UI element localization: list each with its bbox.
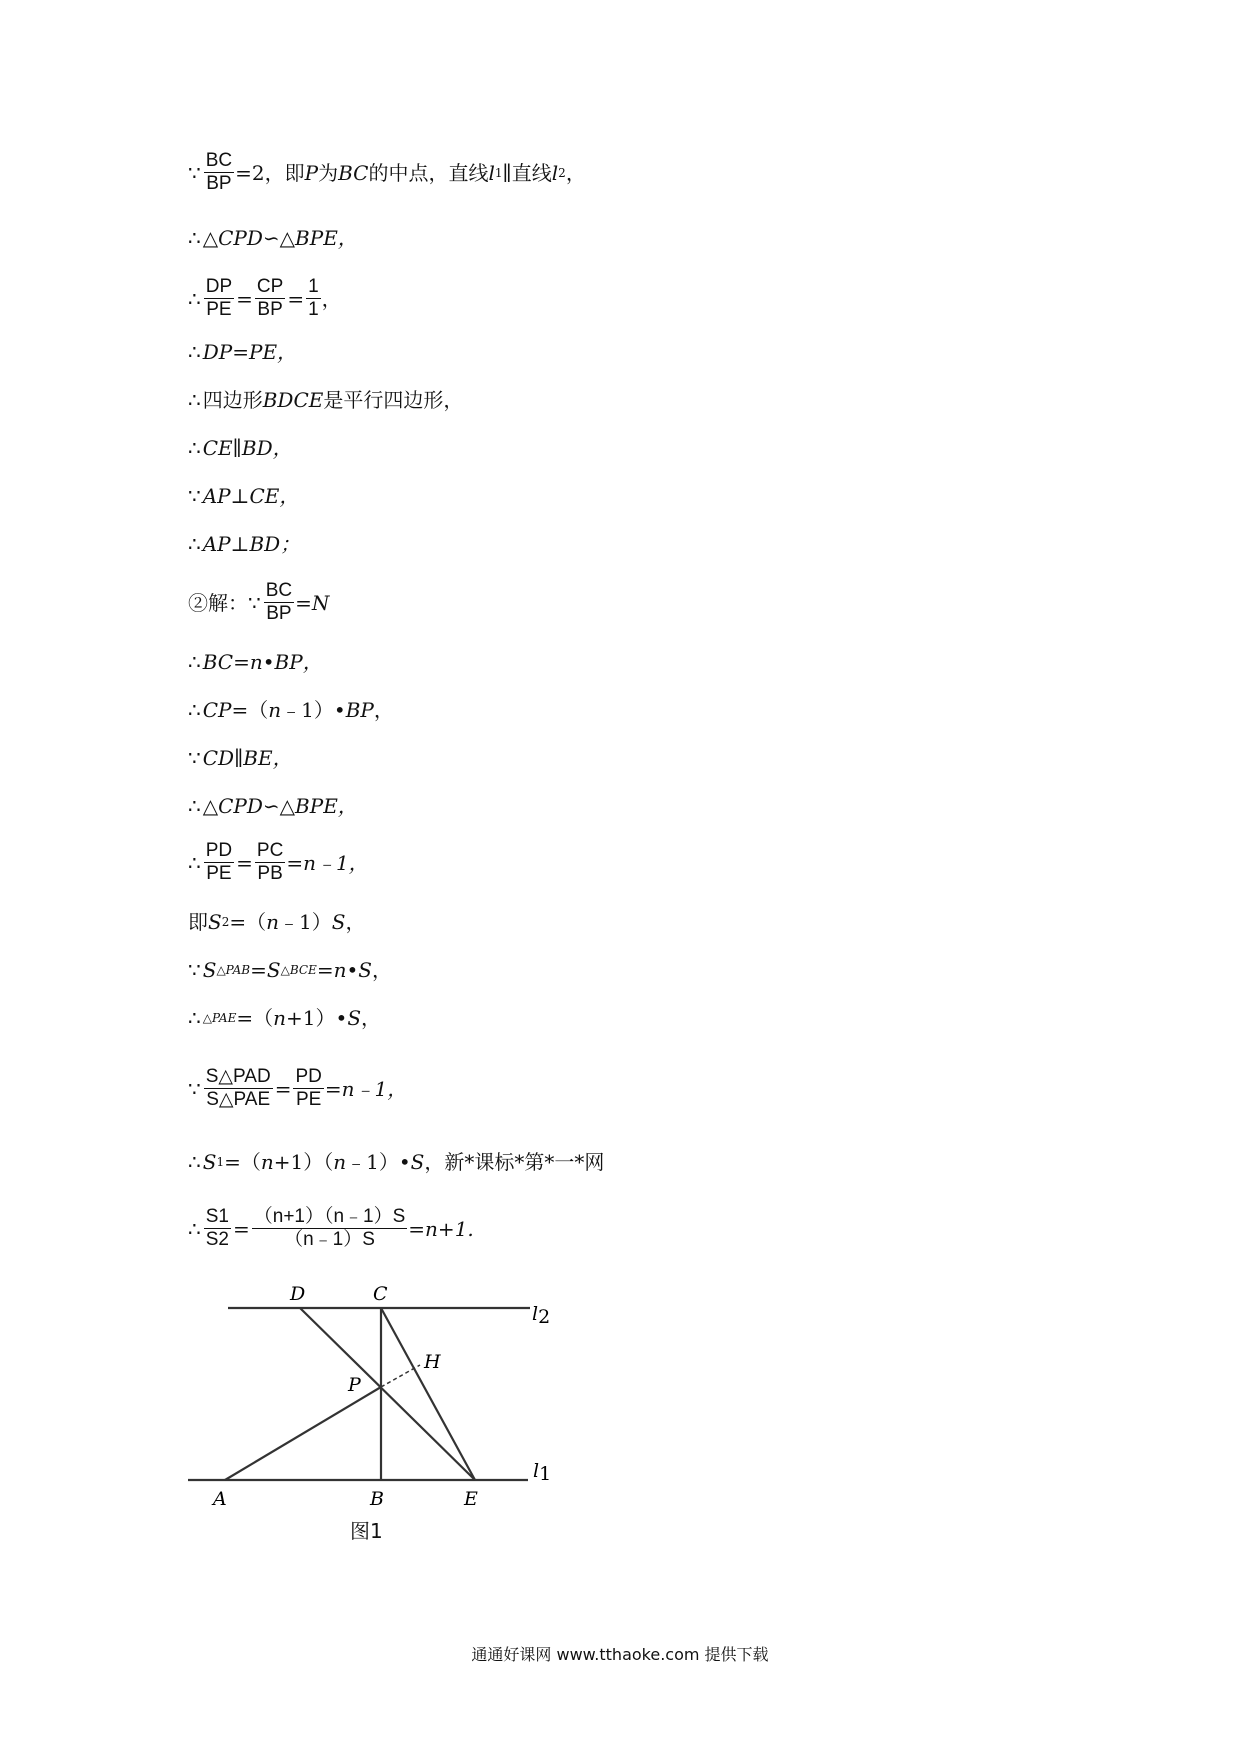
proof-line-8: ∴ AP⊥BD； (188, 532, 301, 556)
fraction-bc-bp: $\frac{BC}{BP}$ (205, 150, 233, 194)
proof-line-1: ∵ $\frac{BC}{BP}$ =2，即 P 为 BC 的中点，直线 l 1 ∥直线 l 2 ， (188, 150, 586, 194)
fraction-cp-bp: $\frac{CP}{BP}$ (256, 276, 284, 320)
fraction-s1-s2: $\frac{S1}{S2}$ (205, 1206, 229, 1250)
fraction-pd-pe-2: $\frac{PD}{PE}$ (295, 1066, 322, 1110)
proof-line-20: ∴ $\frac{S1}{S2}$ = $\frac{(n+1)(n﹣1)S}{(n﹣1)S}$ =n+1. (188, 1206, 474, 1250)
fraction-area-pad-pae: $\frac{\text{S△PAD}}{\text{S△PAE}}$ (205, 1066, 271, 1110)
proof-line-12: ∵ CD∥BE， (188, 746, 293, 770)
proof-line-15: 即 S 2 =（ n ﹣1） S ， (188, 910, 366, 934)
label-e: E (464, 1488, 478, 1510)
segment-ce (381, 1308, 475, 1480)
label-l1: l1 (533, 1460, 552, 1485)
proof-line-18: ∵ $\frac{\text{S△PAD}}{\text{S△PAE}}$ = $\frac{PD}{PE}$ =n﹣1， (188, 1066, 408, 1110)
label-p: P (348, 1374, 361, 1396)
proof-line-10: ∴ BC=n•BP， (188, 650, 323, 674)
fraction-dp-pe: $\frac{DP}{PE}$ (205, 276, 233, 320)
proof-line-16: ∵ S △PAB = S △BCE = n • S ， (188, 958, 392, 982)
proof-line-5: ∴ 四边形 BDCE 是平行四边形， (188, 388, 464, 412)
fraction-bc-bp-2: $\frac{BC}{BP}$ (265, 580, 293, 624)
footer-source: 通通好课网 www.tthaoke.com 提供下载 (471, 1645, 769, 1664)
label-c: C (373, 1283, 388, 1305)
because-symbol: ∵ (188, 160, 201, 185)
proof-line-14: ∴ $\frac{PD}{PE}$ = $\frac{PC}{PB}$ =n﹣1， (188, 840, 369, 884)
fraction-expanded: $\frac{(n+1)(n﹣1)S}{(n﹣1)S}$ (253, 1206, 406, 1250)
label-b: B (370, 1488, 384, 1510)
segment-de (300, 1308, 475, 1480)
label-d: D (290, 1283, 306, 1305)
label-l2: l2 (532, 1303, 551, 1328)
segment-ap (225, 1387, 381, 1480)
label-a: A (213, 1488, 227, 1510)
proof-line-11: ∴ CP =（ n ﹣1）• BP ， (188, 698, 394, 722)
proof-line-3: ∴ $\frac{DP}{PE}$ = $\frac{CP}{BP}$ = $\frac{1}{1}$ ， (188, 276, 342, 320)
label-h: H (424, 1351, 441, 1373)
proof-line-2: ∴ △CPD∽△BPE， (188, 226, 358, 250)
proof-line-7: ∵ AP⊥CE， (188, 484, 300, 508)
proof-line-19: ∴ S 1 =（ n +1）（ n ﹣1）• S ，新*课标*第*一*网 (188, 1150, 605, 1174)
proof-line-13: ∴ △CPD∽△BPE， (188, 794, 358, 818)
geometry-figure (180, 1280, 780, 1540)
figure-caption: 图1 (350, 1519, 383, 1543)
proof-line-6: ∴ CE∥BD， (188, 436, 293, 460)
fraction-1-1: $\frac{1}{1}$ (308, 276, 319, 320)
proof-line-17: ∴ △PAE =（ n +1）• S ， (188, 1006, 382, 1030)
fraction-pc-pb: $\frac{PC}{PB}$ (256, 840, 284, 884)
proof-line-9: ②解： ∵ $\frac{BC}{BP}$ = N (188, 580, 330, 624)
segment-ph-dashed (381, 1365, 420, 1387)
proof-line-4: ∴ DP=PE， (188, 340, 298, 364)
fraction-pd-pe: $\frac{PD}{PE}$ (205, 840, 233, 884)
